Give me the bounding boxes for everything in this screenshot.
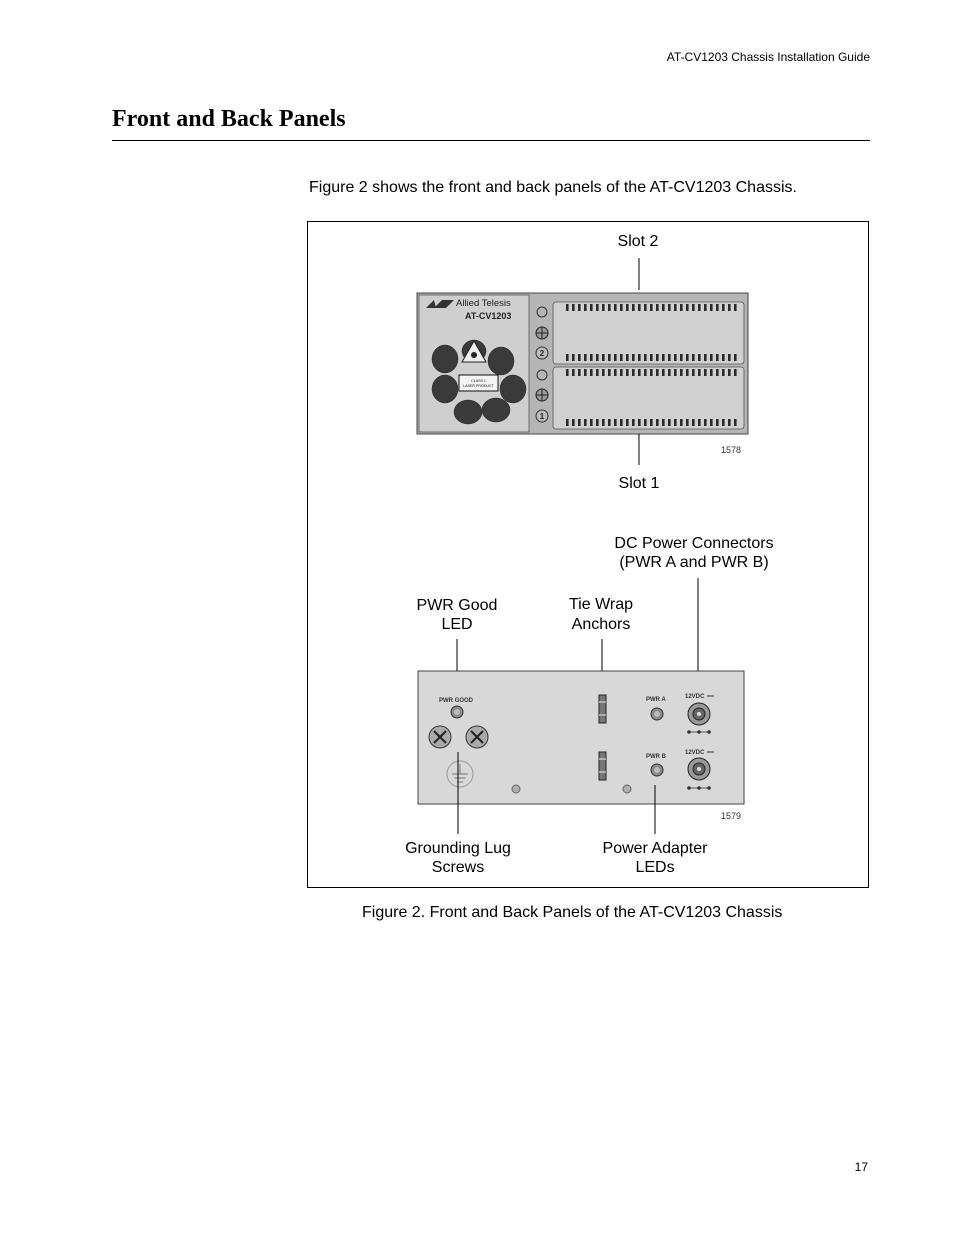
vent-slot (710, 369, 713, 376)
vent-slot (734, 419, 737, 426)
back-figure-id: 1579 (721, 811, 742, 821)
pwr-a-text: PWR A (646, 697, 666, 703)
vent-slot (626, 369, 629, 376)
vent-slot (572, 369, 575, 376)
vent-slot (590, 304, 593, 311)
vent-slot (704, 369, 707, 376)
vent-slot (686, 419, 689, 426)
label-pwr-good-line-2: LED (441, 616, 473, 633)
tie-wrap-anchor-top (599, 695, 606, 723)
vent-slot (710, 304, 713, 311)
label-grounding-line-1: Grounding Lug (405, 840, 511, 857)
vent-slot (722, 354, 725, 361)
vent-slot (632, 354, 635, 361)
vent-slot (710, 354, 713, 361)
vent-slot (734, 369, 737, 376)
vent-slot (578, 354, 581, 361)
front-figure-id: 1578 (721, 445, 742, 455)
label-adapter-leds-line-1: Power Adapter (602, 840, 708, 857)
vent-slot (674, 304, 677, 311)
vent-slot (572, 304, 575, 311)
dc-connector-a-icon (688, 703, 710, 725)
pwr-b-text: PWR B (646, 754, 666, 760)
vent-slot (668, 354, 671, 361)
section-title: Front and Back Panels (112, 106, 346, 132)
vent-slot (602, 419, 605, 426)
vent-slot (578, 369, 581, 376)
vent-slot (680, 354, 683, 361)
vent-slot (704, 419, 707, 426)
vent-slot (614, 354, 617, 361)
slot-1-vents-top (566, 369, 737, 376)
vent-slot (590, 369, 593, 376)
vent-slot (686, 369, 689, 376)
vent-slot (668, 419, 671, 426)
vent-slot (602, 369, 605, 376)
vent-slot (626, 304, 629, 311)
vent-slot (602, 354, 605, 361)
vent-slot (680, 419, 683, 426)
vent-slot (698, 304, 701, 311)
vent-slot (602, 304, 605, 311)
vent-slot (656, 369, 659, 376)
slot-2-module (536, 302, 744, 364)
vent-slot (638, 304, 641, 311)
vent-slot (650, 304, 653, 311)
vent-slot (596, 304, 599, 311)
vent-slot (710, 419, 713, 426)
mount-hole-right-icon (623, 785, 631, 793)
vent-slot (614, 419, 617, 426)
chassis-figure (308, 222, 870, 889)
vent-slot (590, 419, 593, 426)
vent-slot (590, 354, 593, 361)
laser-label (459, 375, 498, 391)
vent-slot (722, 304, 725, 311)
vent-slot (650, 369, 653, 376)
vent-slot (662, 354, 665, 361)
page-number: 17 (854, 1160, 868, 1174)
vent-slot (662, 304, 665, 311)
vent-slot (578, 419, 581, 426)
label-pwr-good-line-1: PWR Good (416, 597, 498, 614)
vent-slot (692, 419, 695, 426)
vent-slot (668, 369, 671, 376)
vent-slot (716, 419, 719, 426)
grounding-screw-right-icon (466, 726, 488, 748)
dc-b-rating: 12VDC (685, 750, 705, 756)
vent-slot (704, 304, 707, 311)
vent-slot (662, 369, 665, 376)
figure-caption: Figure 2. Front and Back Panels of the AT-CV1203 Chassis (362, 904, 783, 921)
vent-slot (620, 304, 623, 311)
brand-name: Allied Telesis (456, 298, 511, 309)
mount-hole-left-icon (512, 785, 520, 793)
vent-slot (674, 369, 677, 376)
vent-slot (692, 354, 695, 361)
label-dc-connectors-line-2: (PWR A and PWR B) (619, 554, 769, 571)
vent-slot (698, 419, 701, 426)
vent-slot (686, 354, 689, 361)
vent-slot (626, 354, 629, 361)
vent-slot (584, 354, 587, 361)
vent-slot (644, 369, 647, 376)
vent-slot (728, 354, 731, 361)
vent-slot (632, 419, 635, 426)
vent-slot (608, 354, 611, 361)
vent-slot (662, 419, 665, 426)
vent-slot (566, 419, 569, 426)
title-rule (112, 140, 870, 141)
vent-slot (626, 419, 629, 426)
vent-slot (680, 369, 683, 376)
vent-slot (596, 354, 599, 361)
vent-slot (716, 354, 719, 361)
vent-slot (596, 369, 599, 376)
model-name: AT-CV1203 (465, 311, 512, 321)
vent-slot (620, 369, 623, 376)
label-slot-2: Slot 2 (617, 233, 659, 250)
vent-slot (614, 304, 617, 311)
label-tie-wrap-line-2: Anchors (571, 616, 631, 633)
vent-slot (620, 419, 623, 426)
slot-1-marker: 1 (539, 412, 545, 421)
dc-connector-b-icon (688, 758, 710, 780)
vent-slot (734, 304, 737, 311)
vent-slot (638, 419, 641, 426)
vent-slot (650, 354, 653, 361)
slot-1-vents-bottom (566, 419, 737, 426)
grounding-screw-left-icon (429, 726, 451, 748)
vent-slot (728, 304, 731, 311)
vent-slot (698, 369, 701, 376)
pwr-good-text: PWR GOOD (439, 698, 473, 704)
vent-slot (692, 304, 695, 311)
slot-2-marker: 2 (539, 349, 545, 358)
label-dc-connectors-line-1: DC Power Connectors (614, 535, 774, 552)
vent-slot (674, 419, 677, 426)
vent-slot (674, 354, 677, 361)
vent-slot (614, 369, 617, 376)
running-header: AT-CV1203 Chassis Installation Guide (666, 50, 870, 64)
vent-slot (584, 369, 587, 376)
vent-slot (734, 354, 737, 361)
vent-slot (716, 304, 719, 311)
vent-slot (632, 304, 635, 311)
vent-slot (566, 354, 569, 361)
laser-label-line-2: LASER PRODUCT (463, 384, 494, 388)
slot-2-vents-top (566, 304, 737, 311)
slot-1-module (536, 367, 744, 429)
vent-slot (608, 419, 611, 426)
vent-slot (686, 304, 689, 311)
vent-slot (572, 419, 575, 426)
vent-slot (692, 369, 695, 376)
vent-slot (608, 369, 611, 376)
figure-frame (307, 221, 869, 888)
vent-slot (698, 354, 701, 361)
vent-slot (716, 369, 719, 376)
laser-label-line-1: CLASS 1 (471, 379, 486, 383)
slot-2-vents-bottom (566, 354, 737, 361)
vent-slot (620, 354, 623, 361)
vent-slot (644, 354, 647, 361)
vent-slot (644, 419, 647, 426)
vent-slot (608, 304, 611, 311)
label-slot-1: Slot 1 (618, 475, 660, 492)
label-adapter-leds-line-2: LEDs (635, 859, 675, 876)
vent-slot (656, 304, 659, 311)
vent-slot (656, 419, 659, 426)
vent-slot (680, 304, 683, 311)
intro-paragraph: Figure 2 shows the front and back panels of the AT-CV1203 Chassis. (309, 179, 797, 196)
vent-slot (638, 354, 641, 361)
vent-slot (728, 419, 731, 426)
vent-slot (650, 419, 653, 426)
label-tie-wrap-line-1: Tie Wrap (568, 596, 634, 613)
vent-slot (656, 354, 659, 361)
vent-slot (644, 304, 647, 311)
vent-slot (584, 419, 587, 426)
vent-slot (566, 304, 569, 311)
vent-slot (632, 369, 635, 376)
vent-slot (704, 354, 707, 361)
vent-slot (596, 419, 599, 426)
vent-slot (722, 369, 725, 376)
back-panel (418, 671, 744, 804)
vent-slot (728, 369, 731, 376)
vent-slot (584, 304, 587, 311)
vent-slot (722, 419, 725, 426)
vent-slot (668, 304, 671, 311)
tie-wrap-anchor-bottom (599, 752, 606, 780)
vent-slot (566, 369, 569, 376)
label-grounding-line-2: Screws (431, 859, 485, 876)
dc-a-rating: 12VDC (685, 694, 705, 700)
vent-slot (578, 304, 581, 311)
vent-slot (572, 354, 575, 361)
vent-slot (638, 369, 641, 376)
front-panel (417, 293, 748, 434)
